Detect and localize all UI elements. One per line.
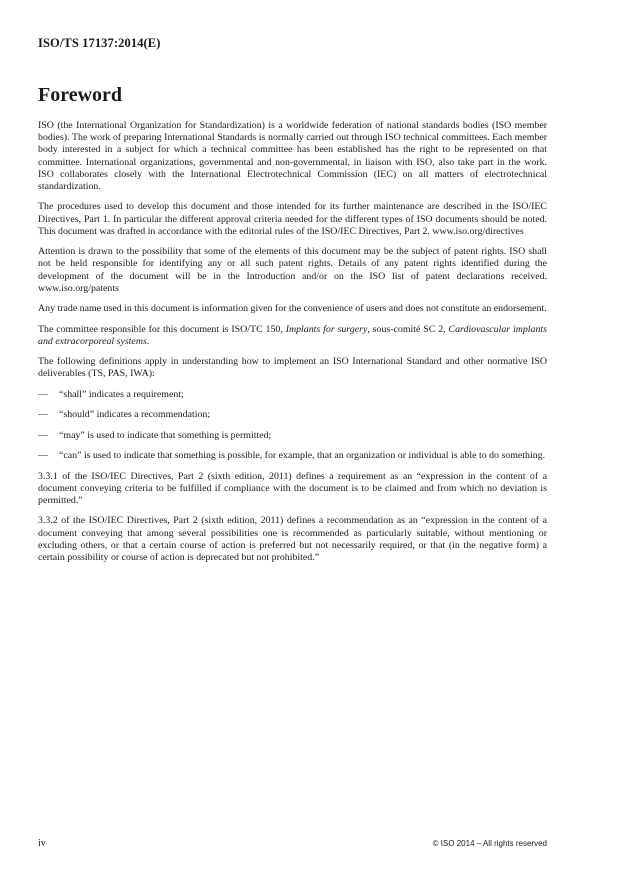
committee-middle: , sous-comité SC 2, xyxy=(367,323,449,335)
list-item-text: “may” is used to indicate that something is permitted; xyxy=(59,429,272,441)
committee-prefix: The committee responsible for this document is ISO/TC 150, xyxy=(38,323,286,335)
paragraph-trade-name: Any trade name used in this document is information given for the convenience of users and does not constitute an endorsement. xyxy=(38,303,547,315)
foreword-body xyxy=(38,120,547,572)
list-item-text: “can” is used to indicate that something is possible, for example, that an organization or individual is able to do something. xyxy=(59,450,546,462)
paragraph-clause-3-3-2: 3.3.2 of the ISO/IEC Directives, Part 2 (sixth edition, 2011) defines a recommendation as an “expression in the content of a document conveying that among several possibilities one is recommended as particularly suitable, without mentioning or excluding others, or that a certain course of action is preferred but not necessarily required, or that (in the negative form) a certain possibility or course of action is deprecated but not prohibited.” xyxy=(38,515,547,563)
copyright-notice: © ISO 2014 – All rights reserved xyxy=(432,839,547,848)
paragraph-clause-3-3-1: 3.3.1 of the ISO/IEC Directives, Part 2 (sixth edition, 2011) defines a requirement as an “expression in the content of a document conveying criteria to be fulfilled if compliance with the document is to be claimed and from which no deviation is permitted.” xyxy=(38,470,547,506)
dash-bullet: — xyxy=(38,388,48,400)
definitions-list xyxy=(38,389,547,463)
list-item-text: “shall” indicates a requirement; xyxy=(59,388,184,400)
dash-bullet: — xyxy=(38,409,48,421)
list-item xyxy=(38,450,547,462)
committee-name: Implants for surgery xyxy=(285,323,368,335)
paragraph-committee xyxy=(38,324,547,348)
page-title: Foreword xyxy=(38,84,123,106)
list-item xyxy=(38,409,547,421)
dash-bullet: — xyxy=(38,429,48,441)
list-item-text: “should” indicates a recommendation; xyxy=(59,409,211,421)
committee-suffix: . xyxy=(146,335,150,347)
list-item xyxy=(38,430,547,442)
list-item xyxy=(38,389,547,401)
dash-bullet: — xyxy=(38,450,48,462)
paragraph-iso-intro: ISO (the International Organization for Standardization) is a worldwide federation of national standards bodies (ISO member bodies). The work of preparing International Standards is normally carried out through ISO technical committees. Each member body interested in a subject for which a technical committee has been established has the right to be represented on that committee. International organizations, governmental and non-governmental, in liaison with ISO, also take part in the work. ISO collaborates closely with the International Electrotechnical Commission (IEC) on all matters of electrotechnical standardization. xyxy=(38,120,547,193)
page-number: iv xyxy=(38,838,46,849)
paragraph-definitions-intro: The following definitions apply in understanding how to implement an ISO International Standard and other normative ISO deliverables (TS, PAS, IWA): xyxy=(38,356,547,380)
subcommittee-name: Cardiovascular implants and extracorporeal systems xyxy=(38,323,548,347)
paragraph-procedures: The procedures used to develop this document and those intended for its further maintenance are described in the ISO/IEC Directives, Part 1. In particular the different approval criteria needed for the different types of ISO documents should be noted. This document was drafted in accordance with the editorial rules of the ISO/IEC Directives, Part 2. www.iso.org/directives xyxy=(38,201,547,237)
paragraph-patents: Attention is drawn to the possibility that some of the elements of this document may be the subject of patent rights. ISO shall not be held responsible for identifying any or all such patent rights. Details of any patent rights identified during the development of the document will be in the Introduction and/or on the ISO list of patent declarations received. www.iso.org/patents xyxy=(38,246,547,294)
document-id: ISO/TS 17137:2014(E) xyxy=(38,36,161,50)
